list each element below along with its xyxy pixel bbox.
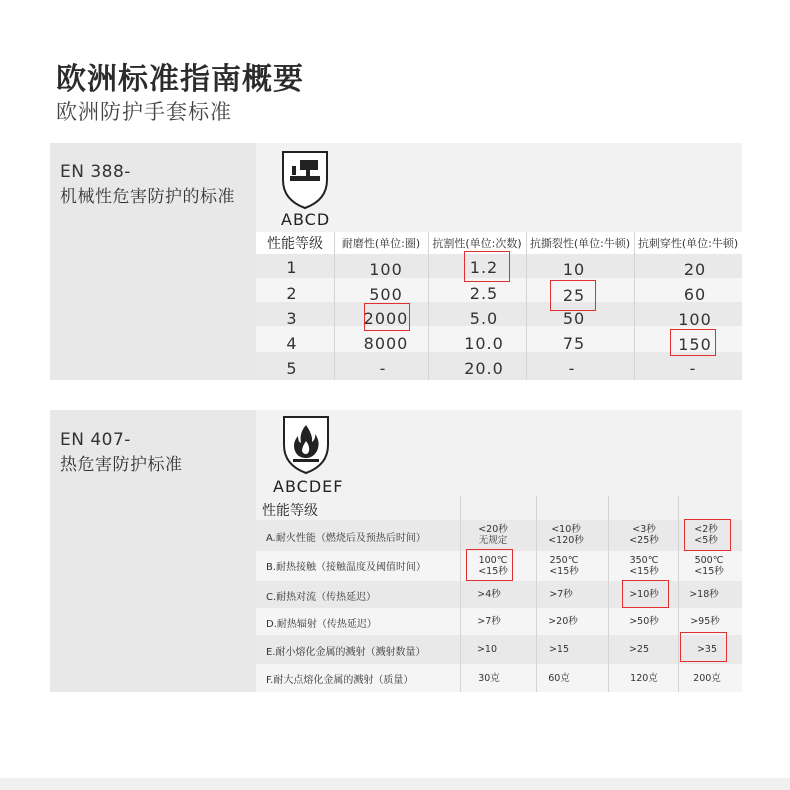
en407-value: 500℃ <15秒 (694, 555, 724, 577)
en388-code: ABCD (281, 210, 331, 229)
en407-value: >20秒 (548, 615, 578, 627)
en407-value: >18秒 (689, 588, 719, 600)
en388-value: 50 (562, 308, 586, 328)
en407-code: ABCDEF (273, 477, 344, 496)
en388-label (60, 160, 235, 210)
highlight-box (670, 329, 716, 356)
en388-value: 20 (683, 259, 707, 279)
en407-value: >95秒 (690, 615, 720, 627)
en388-level-header: 性能等级 (267, 236, 323, 252)
en388-level: 4 (286, 333, 298, 353)
en407-value: 120克 (630, 672, 658, 684)
flame-shield-icon (281, 415, 331, 475)
en388-value: 2000 (363, 308, 409, 328)
en407-label-line1: EN 407- (60, 430, 131, 450)
en388-value: 5.0 (469, 308, 499, 328)
page-title: 欧洲标准指南概要 (56, 62, 304, 97)
en388-value: 25 (562, 285, 586, 305)
en407-label-line2: 热危害防护标准 (60, 455, 183, 475)
en388-label-line2: 机械性危害防护的标准 (60, 187, 235, 207)
en407-value: >7秒 (477, 615, 501, 627)
en388-col-header: 抗刺穿性(单位:牛顿) (637, 237, 739, 250)
en388-col-header: 抗撕裂性(单位:牛顿) (529, 237, 631, 250)
page-subtitle: 欧洲防护手套标准 (56, 100, 232, 124)
en407-value: 350℃ <15秒 (629, 555, 659, 577)
en388-value: 1.2 (469, 257, 499, 277)
en388-value: 60 (683, 284, 707, 304)
highlight-box (680, 632, 727, 662)
en407-value: 30克 (478, 672, 500, 684)
highlight-box (464, 251, 510, 282)
en388-value: - (568, 358, 576, 378)
en407-row-label: F.耐大点熔化金属的溅射（质量） (266, 674, 414, 686)
en407-row-label: C.耐热对流（传热延迟） (266, 591, 377, 603)
en388-value: 150 (678, 334, 712, 354)
en407-header-band (256, 496, 742, 520)
highlight-box (684, 519, 731, 551)
en388-value: 2.5 (469, 283, 499, 303)
en388-value: 8000 (363, 333, 409, 353)
en388-col-header: 耐磨性(单位:圈) (341, 237, 421, 250)
en388-value: 100 (678, 309, 712, 329)
en388-value: - (379, 358, 387, 378)
en388-level: 2 (286, 283, 298, 303)
en388-value: 20.0 (464, 358, 504, 378)
en407-value: <20秒 无规定 (478, 524, 508, 546)
en407-row-label: B.耐热接触（接触温度及阈值时间） (266, 561, 427, 573)
en407-value: 100℃ <15秒 (478, 555, 508, 577)
en407-value: 200克 (693, 672, 721, 684)
en388-value: 10.0 (464, 333, 504, 353)
en388-value: 100 (369, 259, 403, 279)
en407-row-label: E.耐小熔化金属的溅射（溅射数量） (266, 646, 426, 658)
highlight-box (466, 549, 513, 581)
en407-value: >25 (628, 643, 650, 655)
en407-value: >15 (548, 643, 570, 655)
en407-value: >10秒 (629, 588, 659, 600)
en407-row-label: A.耐火性能（燃烧后及预热后时间） (266, 532, 426, 544)
en407-value: <3秒 <25秒 (629, 524, 659, 546)
en407-level-header: 性能等级 (262, 503, 318, 519)
highlight-box (364, 303, 410, 331)
en388-col-header: 抗割性(单位:次数) (432, 237, 522, 250)
en388-level: 5 (286, 358, 298, 378)
highlight-box (622, 580, 669, 608)
en407-value: >35 (696, 643, 718, 655)
en407-value: >7秒 (549, 588, 573, 600)
en407-value: >50秒 (629, 615, 659, 627)
en388-value: - (689, 358, 697, 378)
en388-label-line1: EN 388- (60, 162, 131, 182)
en407-label (60, 428, 183, 478)
footer-bar (0, 778, 790, 790)
highlight-box (550, 280, 596, 311)
en407-value: 60克 (548, 672, 570, 684)
en407-row-label: D.耐热辐射（传热延迟） (266, 618, 377, 630)
en388-level: 3 (286, 308, 298, 328)
en407-value: 250℃ <15秒 (549, 555, 579, 577)
hammer-shield-icon (280, 150, 330, 210)
en388-level: 1 (286, 257, 298, 277)
en407-value: <10秒 <120秒 (548, 524, 584, 546)
en388-value: 75 (562, 333, 586, 353)
en388-value: 500 (369, 284, 403, 304)
en407-value: >4秒 (477, 588, 501, 600)
en388-value: 10 (562, 259, 586, 279)
en407-value: >10 (476, 643, 498, 655)
en407-value: <2秒 <5秒 (694, 524, 718, 546)
